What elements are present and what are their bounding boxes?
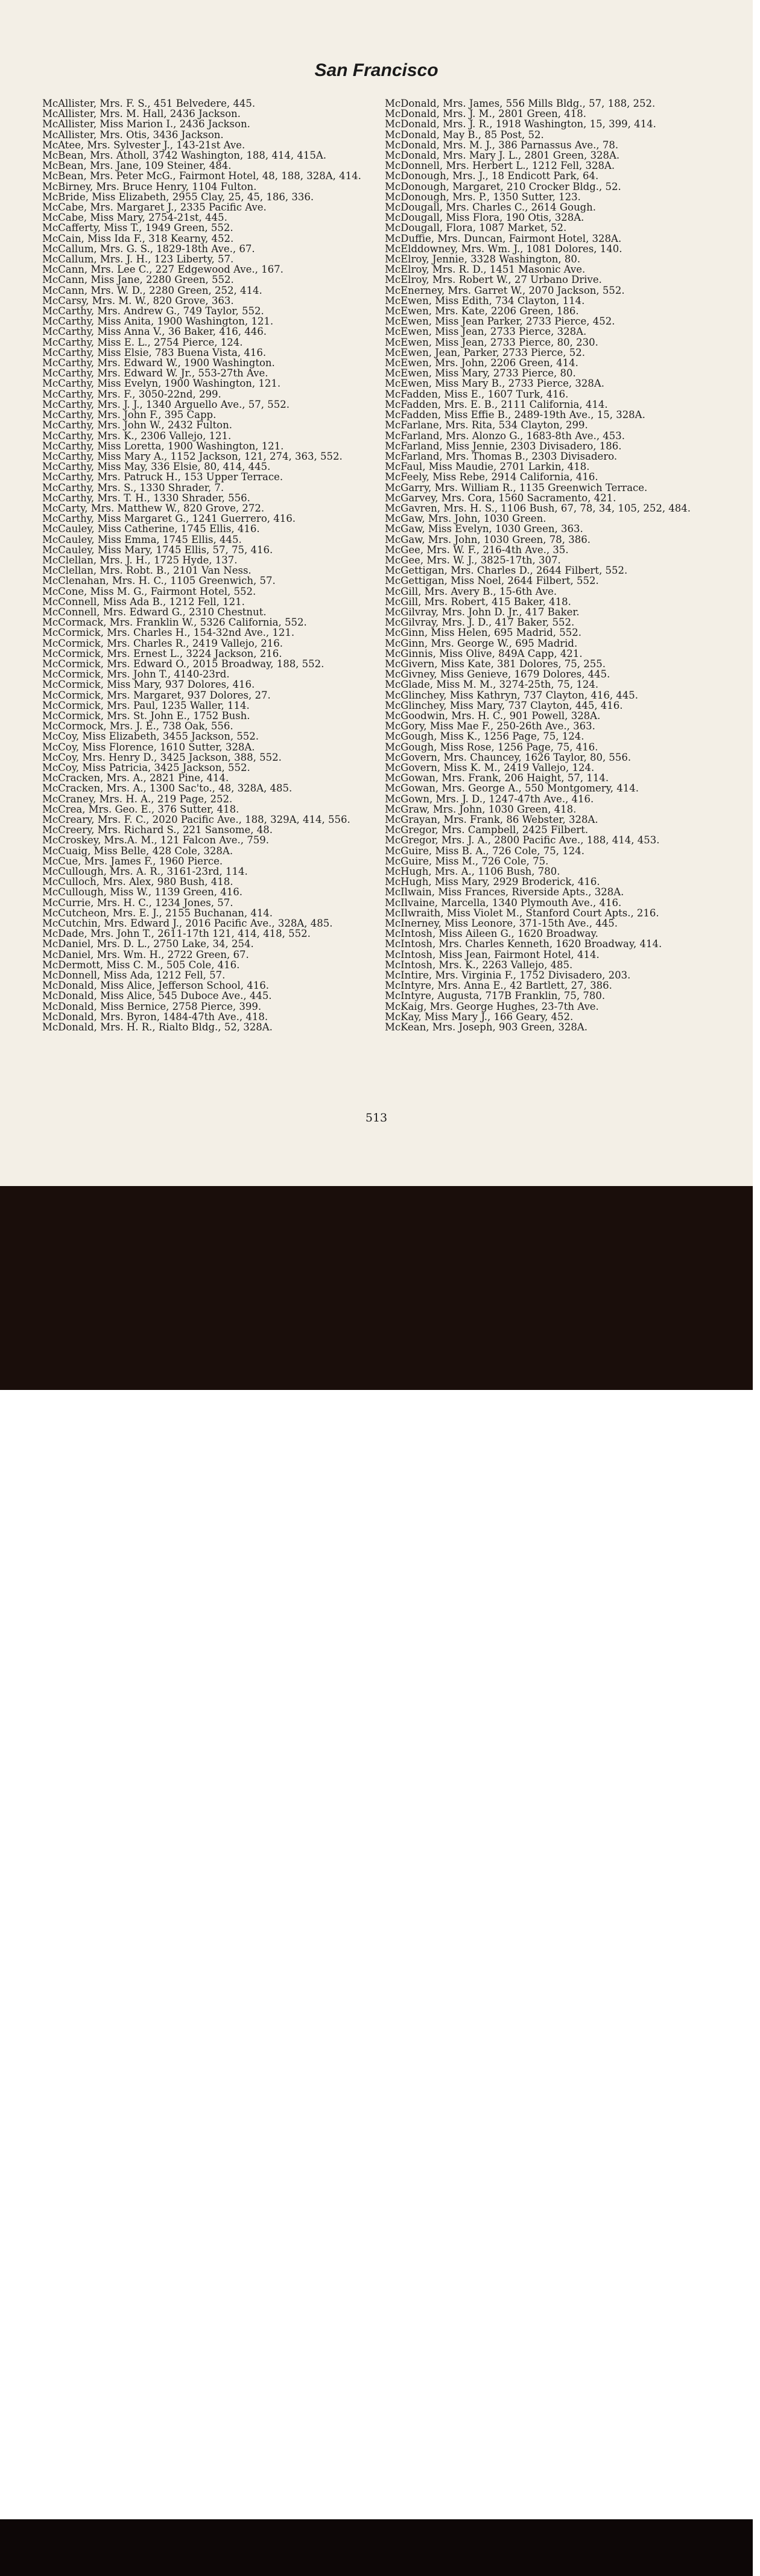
directory-entry: McDonald, Mrs. Mary J. L., 2801 Green, 328A. bbox=[385, 150, 620, 162]
directory-entry: McEwen, Miss Edith, 734 Clayton, 114. bbox=[385, 294, 585, 306]
directory-entry: McIntire, Mrs. Virginia F., 1752 Divisadero, 203. bbox=[385, 969, 631, 982]
directory-entry: McGlinchey, Miss Mary, 737 Clayton, 445, 416. bbox=[385, 699, 623, 711]
directory-entry: McKay, Miss Mary J., 166 Geary, 452. bbox=[385, 1010, 574, 1023]
directory-entry: McCormack, Mrs. Franklin W., 5326 California, 552. bbox=[42, 617, 307, 629]
directory-entry: McCutchin, Mrs. Edward J., 2016 Pacific Ave., 328A, 485. bbox=[42, 918, 333, 930]
directory-entry: McCormick, Mrs. Margaret, 937 Dolores, 27. bbox=[42, 689, 271, 701]
directory-entry: McCoy, Mrs. Henry D., 3425 Jackson, 388, 552. bbox=[42, 751, 282, 763]
directory-entry: McCurrie, Mrs. H. C., 1234 Jones, 57. bbox=[42, 896, 233, 909]
directory-entry: McGown, Mrs. J. D., 1247-47th Ave., 416. bbox=[385, 793, 594, 805]
directory-entry: McAtee, Mrs. Sylvester J., 143-21st Ave. bbox=[42, 139, 245, 151]
directory-entry: McEwen, Miss Mary, 2733 Pierce, 80. bbox=[385, 367, 576, 379]
directory-entry: McCarthy, Miss Loretta, 1900 Washington, 121. bbox=[42, 440, 284, 452]
directory-entry: McGough, Miss K., 1256 Page, 75, 124. bbox=[385, 731, 584, 743]
directory-entry: McDonough, Margaret, 210 Crocker Bldg., 52. bbox=[385, 180, 621, 192]
directory-entry: McGivern, Miss Kate, 381 Dolores, 75, 255. bbox=[385, 658, 606, 670]
directory-entry: McEnerney, Mrs. Garret W., 2070 Jackson, 552. bbox=[385, 284, 625, 296]
directory-entry: McAllister, Mrs. M. Hall, 2436 Jackson. bbox=[42, 108, 241, 120]
directory-entry: McCoy, Miss Elizabeth, 3455 Jackson, 552. bbox=[42, 731, 259, 743]
directory-entry: McGaw, Mrs. John, 1030 Green, 78, 386. bbox=[385, 533, 591, 545]
directory-entry: McCuaig, Miss Belle, 428 Cole, 328A. bbox=[42, 845, 233, 857]
directory-entry: McInerney, Miss Leonore, 371-15th Ave., 445. bbox=[385, 918, 618, 930]
directory-page bbox=[0, 0, 753, 1186]
directory-entry: McCafferty, Miss T., 1949 Green, 552. bbox=[42, 222, 233, 234]
directory-entry: McGarry, Mrs. William R., 1135 Greenwich Terrace. bbox=[385, 481, 648, 493]
directory-entry: McCann, Miss Jane, 2280 Green, 552. bbox=[42, 274, 234, 286]
directory-entry: McCoy, Miss Patricia, 3425 Jackson, 552. bbox=[42, 762, 250, 773]
directory-entry: McCann, Mrs. W. D., 2280 Green, 252, 414. bbox=[42, 284, 262, 296]
directory-entry: McCone, Miss M. G., Fairmont Hotel, 552. bbox=[42, 585, 256, 597]
directory-entry: McGovern, Miss K. M., 2419 Vallejo, 124. bbox=[385, 762, 595, 773]
directory-entry: McDougall, Flora, 1087 Market, 52. bbox=[385, 222, 567, 234]
directory-entry: McDonough, Mrs. J., 18 Endicott Park, 64. bbox=[385, 170, 599, 182]
directory-entry: McFarland, Miss Jennie, 2303 Divisadero, 186. bbox=[385, 440, 622, 452]
directory-entry: McGowan, Mrs. George A., 550 Montgomery, 414. bbox=[385, 782, 639, 795]
directory-entry: McCreery, Mrs. Richard S., 221 Sansome, 48. bbox=[42, 824, 273, 836]
directory-entry: McCann, Mrs. Lee C., 227 Edgewood Ave., 167. bbox=[42, 264, 283, 276]
directory-entry: McDaniel, Mrs. D. L., 2750 Lake, 34, 254. bbox=[42, 938, 254, 950]
directory-entry: McCormick, Mrs. John T., 4140-23rd. bbox=[42, 668, 230, 680]
directory-entry: McCain, Miss Ida F., 318 Kearny, 452. bbox=[42, 232, 234, 244]
directory-entry: McDonald, Mrs. H. R., Rialto Bldg., 52, 328A. bbox=[42, 1021, 273, 1033]
directory-entry: McHugh, Mrs. A., 1106 Bush, 780. bbox=[385, 866, 560, 878]
directory-entry: McCauley, Miss Mary, 1745 Ellis, 57, 75, 416. bbox=[42, 544, 273, 556]
directory-entry: McEwen, Miss Mary B., 2733 Pierce, 328A. bbox=[385, 378, 604, 390]
directory-entry: McGettigan, Mrs. Charles D., 2644 Filbert, 552. bbox=[385, 565, 628, 577]
directory-entry: McConnell, Miss Ada B., 1212 Fell, 121. bbox=[42, 595, 245, 608]
directory-entry: McBirney, Mrs. Bruce Henry, 1104 Fulton. bbox=[42, 180, 257, 192]
directory-entry: McGory, Miss Mae F., 250-26th Ave., 363. bbox=[385, 720, 595, 732]
directory-entry: McGill, Mrs. Robert, 415 Baker, 418. bbox=[385, 595, 571, 608]
directory-entry: McCarthy, Miss May, 336 Elsie, 80, 414, 445. bbox=[42, 461, 271, 473]
directory-entry: McGavren, Mrs. H. S., 1106 Bush, 67, 78, 34, 105, 252, 484. bbox=[385, 502, 691, 514]
directory-entry: McClellan, Mrs. J. H., 1725 Hyde, 137. bbox=[42, 554, 238, 566]
paper-edge bbox=[753, 0, 760, 1390]
directory-entry: McCallum, Mrs. G. S., 1829-18th Ave., 67. bbox=[42, 243, 255, 255]
directory-entry: McCormick, Mrs. Charles H., 154-32nd Ave., 121. bbox=[42, 627, 295, 639]
directory-entry: McGraw, Mrs. John, 1030 Green, 418. bbox=[385, 803, 577, 815]
directory-entry: McBean, Mrs. Atholl, 3742 Washington, 188, 414, 415A. bbox=[42, 150, 327, 162]
directory-entry: McBride, Miss Elizabeth, 2955 Clay, 25, 45, 186, 336. bbox=[42, 191, 314, 203]
directory-entry: McCarthy, Miss Anita, 1900 Washington, 121. bbox=[42, 316, 274, 328]
directory-entry: McIntyre, Augusta, 717B Franklin, 75, 780. bbox=[385, 990, 606, 1002]
directory-entry: McGoodwin, Mrs. H. C., 901 Powell, 328A. bbox=[385, 709, 601, 722]
directory-entry: McElroy, Jennie, 3328 Washington, 80. bbox=[385, 253, 581, 265]
directory-entry: McGregor, Mrs. J. A., 2800 Pacific Ave., 188, 414, 453. bbox=[385, 834, 660, 846]
directory-entry: McKean, Mrs. Joseph, 903 Green, 328A. bbox=[385, 1021, 588, 1033]
directory-entry: McCue, Mrs. James F., 1960 Pierce. bbox=[42, 855, 223, 867]
directory-entry: McCarty, Mrs. Matthew W., 820 Grove, 272. bbox=[42, 502, 265, 514]
directory-entry: McDonald, Mrs. M. J., 386 Parnassus Ave., 78. bbox=[385, 139, 619, 151]
directory-entry: McDonald, Mrs. Byron, 1484-47th Ave., 418. bbox=[42, 1010, 268, 1023]
directory-entry: McCormick, Mrs. Paul, 1235 Waller, 114. bbox=[42, 699, 250, 711]
directory-entry: McGregor, Mrs. Campbell, 2425 Filbert. bbox=[385, 824, 589, 836]
directory-entry: McDonald, Mrs. J. M., 2801 Green, 418. bbox=[385, 108, 586, 120]
directory-entry: McConnell, Mrs. Edward G., 2310 Chestnut. bbox=[42, 606, 267, 618]
directory-entry: McGinn, Miss Helen, 695 Madrid, 552. bbox=[385, 627, 581, 639]
directory-entry: McGee, Mrs. W. J., 3825-17th, 307. bbox=[385, 554, 561, 566]
directory-entry: McCarsy, Mrs. M. W., 820 Grove, 363. bbox=[42, 294, 234, 306]
directory-entry: McIntosh, Miss Aileen G., 1620 Broadway. bbox=[385, 928, 598, 940]
directory-entry: McGuire, Miss M., 726 Cole, 75. bbox=[385, 855, 549, 867]
directory-entry: McGee, Mrs. W. F., 216-4th Ave., 35. bbox=[385, 544, 569, 556]
directory-entry: McCraney, Mrs. H. A., 219 Page, 252. bbox=[42, 793, 233, 805]
directory-entry: McCoy, Miss Florence, 1610 Sutter, 328A. bbox=[42, 741, 255, 753]
directory-entry: McHugh, Miss Mary, 2929 Broderick, 416. bbox=[385, 876, 600, 888]
directory-entry: McGrayan, Mrs. Frank, 86 Webster, 328A. bbox=[385, 814, 598, 826]
directory-entry: McElroy, Mrs. R. D., 1451 Masonic Ave. bbox=[385, 264, 586, 276]
directory-entry: McCarthy, Miss Margaret G., 1241 Guerrero, 416. bbox=[42, 513, 296, 525]
directory-entry: McCarthy, Mrs. John W., 2432 Fulton. bbox=[42, 419, 232, 431]
directory-entry: McFarland, Mrs. Alonzo G., 1683-8th Ave., 453. bbox=[385, 430, 625, 442]
directory-entry: McCormick, Miss Mary, 937 Dolores, 416. bbox=[42, 679, 255, 691]
directory-entry: McGovern, Mrs. Chauncey, 1626 Taylor, 80, 556. bbox=[385, 751, 632, 763]
directory-entry: McCracken, Mrs. A., 2821 Pine, 414. bbox=[42, 772, 229, 784]
directory-entry: McFadden, Miss E., 1607 Turk, 416. bbox=[385, 388, 569, 400]
directory-entry: McGlade, Miss M. M., 3274-25th, 75, 124. bbox=[385, 679, 599, 691]
directory-entry: McFadden, Miss Effie B., 2489-19th Ave., 15, 328A. bbox=[385, 409, 645, 421]
directory-entry: McDaniel, Mrs. Wm. H., 2722 Green, 67. bbox=[42, 948, 249, 960]
directory-entry: McDonald, Miss Alice, Jefferson School, 416. bbox=[42, 980, 269, 992]
directory-entry: McGlinchey, Miss Kathryn, 737 Clayton, 416, 445. bbox=[385, 689, 639, 701]
directory-entry: McDuffie, Mrs. Duncan, Fairmont Hotel, 328A. bbox=[385, 232, 622, 244]
directory-entry: McCreary, Mrs. F. C., 2020 Pacific Ave., 188, 329A, 414, 556. bbox=[42, 814, 350, 826]
directory-entry: McFadden, Mrs. E. B., 2111 California, 414. bbox=[385, 398, 608, 410]
directory-entry: McCullough, Miss W., 1139 Green, 416. bbox=[42, 886, 243, 898]
directory-entry: McCullough, Mrs. A. R., 3161-23rd, 114. bbox=[42, 866, 248, 878]
directory-entry: McEwen, Mrs. John, 2206 Green, 414. bbox=[385, 357, 578, 369]
directory-entry: McGowan, Mrs. Frank, 206 Haight, 57, 114. bbox=[385, 772, 609, 784]
directory-entry: McEwen, Miss Jean, 2733 Pierce, 80, 230. bbox=[385, 336, 598, 348]
directory-entry: McFeely, Miss Rebe, 2914 California, 416. bbox=[385, 471, 598, 483]
directory-entry: McDonald, Mrs. James, 556 Mills Bldg., 57, 188, 252. bbox=[385, 98, 656, 109]
directory-entry: McFarland, Mrs. Thomas B., 2303 Divisadero. bbox=[385, 450, 618, 462]
directory-entry: McCarthy, Miss Mary A., 1152 Jackson, 121, 274, 363, 552. bbox=[42, 450, 343, 462]
directory-entry: McGivney, Miss Genieve, 1679 Dolores, 445. bbox=[385, 668, 610, 680]
directory-entry: McGarvey, Mrs. Cora, 1560 Sacramento, 421. bbox=[385, 492, 616, 504]
directory-entry: McEwen, Miss Jean, 2733 Pierce, 328A. bbox=[385, 326, 587, 338]
directory-entry: McIlvaine, Marcella, 1340 Plymouth Ave., 416. bbox=[385, 896, 622, 909]
directory-entry: McCormick, Mrs. Ernest L., 3224 Jackson, 216. bbox=[42, 647, 282, 659]
directory-entry: McGaw, Mrs. John, 1030 Green. bbox=[385, 513, 546, 525]
directory-entry: McCrea, Mrs. Geo. E., 376 Sutter, 418. bbox=[42, 803, 239, 815]
directory-entry: McCroskey, Mrs.A. M., 121 Falcon Ave., 759. bbox=[42, 834, 269, 846]
directory-entry: McDonough, Mrs. P., 1350 Sutter, 123. bbox=[385, 191, 581, 203]
directory-entry: McCallum, Mrs. J. H., 123 Liberty, 57. bbox=[42, 253, 234, 265]
directory-entry: McCarthy, Miss Evelyn, 1900 Washington, 121. bbox=[42, 378, 281, 390]
directory-entry: McCarthy, Miss Anna V., 36 Baker, 416, 446. bbox=[42, 326, 267, 338]
directory-entry: McGinnis, Miss Olive, 849A Capp, 421. bbox=[385, 647, 583, 659]
directory-entry: McGuire, Miss B. A., 726 Cole, 75, 124. bbox=[385, 845, 585, 857]
directory-entry: McGaw, Miss Evelyn, 1030 Green, 363. bbox=[385, 523, 583, 535]
directory-entry: McCabe, Mrs. Margaret J., 2335 Pacific Ave. bbox=[42, 201, 267, 214]
directory-entry: McClenahan, Mrs. H. C., 1105 Greenwich, 57. bbox=[42, 575, 276, 587]
directory-entry: McClellan, Mrs. Robt. B., 2101 Van Ness. bbox=[42, 565, 252, 577]
directory-entry: McIntosh, Mrs. Charles Kenneth, 1620 Broadway, 414. bbox=[385, 938, 662, 950]
directory-entry: McCarthy, Mrs. J. J., 1340 Arguello Ave., 57, 552. bbox=[42, 398, 290, 410]
directory-entry: McBean, Mrs. Jane, 109 Steiner, 484. bbox=[42, 160, 232, 172]
directory-entry: McCarthy, Mrs. S., 1330 Shrader, 7. bbox=[42, 481, 224, 493]
directory-entry: McDonald, Miss Bernice, 2758 Pierce, 399. bbox=[42, 1000, 262, 1012]
directory-entry: McCarthy, Mrs. Edward W., 1900 Washington. bbox=[42, 357, 275, 369]
page-title: San Francisco bbox=[314, 60, 439, 80]
page-number: 513 bbox=[365, 1111, 388, 1125]
directory-entry: McIlwraith, Miss Violet M., Stanford Court Apts., 216. bbox=[385, 907, 659, 919]
directory-entry: McCarthy, Mrs. Edward W. Jr., 553-27th Ave. bbox=[42, 367, 268, 379]
directory-entry: McDougall, Mrs. Charles C., 2614 Gough. bbox=[385, 201, 597, 214]
directory-entry: McCracken, Mrs. A., 1300 Sac'to., 48, 328A, 485. bbox=[42, 782, 293, 795]
directory-entry: McGough, Miss Rose, 1256 Page, 75, 416. bbox=[385, 741, 598, 753]
directory-entry: McCabe, Miss Mary, 2754-21st, 445. bbox=[42, 212, 227, 224]
directory-entry: McAllister, Mrs. Otis, 3436 Jackson. bbox=[42, 128, 224, 141]
directory-entry: McCormick, Mrs. Charles R., 2419 Vallejo, 216. bbox=[42, 637, 283, 649]
directory-entry: McCormick, Mrs. Edward O., 2015 Broadway, 188, 552. bbox=[42, 658, 325, 670]
directory-entry: McAllister, Mrs. F. S., 451 Belvedere, 445. bbox=[42, 98, 256, 109]
dark-backing bbox=[0, 1186, 753, 1390]
directory-entry: McCarthy, Mrs. Andrew G., 749 Taylor, 552. bbox=[42, 305, 264, 317]
directory-entry: McCulloch, Mrs. Alex, 980 Bush, 418. bbox=[42, 876, 233, 888]
directory-entry: McCarthy, Mrs. John F., 395 Capp. bbox=[42, 409, 217, 421]
directory-entry: McCutcheon, Mrs. E. J., 2155 Buchanan, 414. bbox=[42, 907, 273, 919]
directory-entry: McEwen, Jean, Parker, 2733 Pierce, 52. bbox=[385, 346, 585, 358]
directory-entry: McGill, Mrs. Avery B., 15-6th Ave. bbox=[385, 585, 557, 597]
left-column bbox=[42, 98, 368, 1032]
directory-entry: McFaul, Miss Maudie, 2701 Larkin, 418. bbox=[385, 461, 590, 473]
directory-entry: McCarthy, Mrs. Patruck H., 153 Upper Terrace. bbox=[42, 471, 283, 483]
directory-entry: McDonald, May B., 85 Post, 52. bbox=[385, 128, 544, 141]
directory-entry: McIlwain, Miss Frances, Riverside Apts., 328A. bbox=[385, 886, 624, 898]
directory-entry: McDonnell, Mrs. Herbert L., 1212 Fell, 328A. bbox=[385, 160, 615, 172]
directory-entry: McCarthy, Mrs. T. H., 1330 Shrader, 556. bbox=[42, 492, 250, 504]
right-column bbox=[385, 98, 714, 1032]
directory-entry: McIntyre, Mrs. Anna E., 42 Bartlett, 27, 386. bbox=[385, 980, 612, 992]
directory-entry: McGilvray, Mrs. J. D., 417 Baker, 552. bbox=[385, 617, 575, 629]
directory-entry: McDermott, Miss C. M., 505 Cole, 416. bbox=[42, 959, 240, 971]
directory-entry: McCormick, Mrs. St. John E., 1752 Bush. bbox=[42, 709, 250, 722]
directory-entry: McKaig, Mrs. George Hughes, 23-7th Ave. bbox=[385, 1000, 599, 1012]
directory-entry: McElroy, Mrs. Robert W., 27 Urbano Drive. bbox=[385, 274, 602, 286]
directory-entry: McIntosh, Mrs. K., 2263 Vallejo, 485. bbox=[385, 959, 573, 971]
directory-entry: McGilvray, Mrs. John D. Jr., 417 Baker. bbox=[385, 606, 580, 618]
directory-entry: McDonald, Miss Alice, 545 Duboce Ave., 445. bbox=[42, 990, 272, 1002]
directory-entry: McCarthy, Miss E. L., 2754 Pierce, 124. bbox=[42, 336, 243, 348]
directory-entry: McGettigan, Miss Noel, 2644 Filbert, 552. bbox=[385, 575, 599, 587]
directory-entry: McAllister, Miss Marion I., 2436 Jackson. bbox=[42, 118, 250, 130]
directory-entry: McIntosh, Miss Jean, Fairmont Hotel, 414. bbox=[385, 948, 600, 960]
directory-entry: McCarthy, Mrs. F., 3050-22nd, 299. bbox=[42, 388, 221, 400]
directory-entry: McFarlane, Mrs. Rita, 534 Clayton, 299. bbox=[385, 419, 588, 431]
directory-entry: McElddowney, Mrs. Wm. J., 1081 Dolores, 140. bbox=[385, 243, 622, 255]
directory-entry: McCauley, Miss Emma, 1745 Ellis, 445. bbox=[42, 533, 242, 545]
directory-entry: McDonnell, Miss Ada, 1212 Fell, 57. bbox=[42, 969, 226, 982]
directory-entry: McDade, Mrs. John T., 2611-17th 121, 414, 418, 552. bbox=[42, 928, 311, 940]
directory-entry: McDonald, Mrs. J. R., 1918 Washington, 15, 399, 414. bbox=[385, 118, 656, 130]
directory-entry: McEwen, Mrs. Kate, 2206 Green, 186. bbox=[385, 305, 579, 317]
directory-entry: McGinn, Mrs. George W., 695 Madrid. bbox=[385, 637, 578, 649]
directory-entry: McCarthy, Miss Elsie, 783 Buena Vista, 416. bbox=[42, 346, 267, 358]
directory-entry: McCarthy, Mrs. K., 2306 Vallejo, 121. bbox=[42, 430, 232, 442]
directory-entry: McBean, Mrs. Peter McG., Fairmont Hotel, 48, 188, 328A, 414. bbox=[42, 170, 361, 182]
dark-backing-band bbox=[0, 2519, 753, 2576]
directory-entry: McCormock, Mrs. J. E., 738 Oak, 556. bbox=[42, 720, 233, 732]
directory-entry: McDougall, Miss Flora, 190 Otis, 328A. bbox=[385, 212, 584, 224]
directory-entry: McEwen, Miss Jean Parker, 2733 Pierce, 452. bbox=[385, 316, 615, 328]
directory-entry: McCauley, Miss Catherine, 1745 Ellis, 416. bbox=[42, 523, 260, 535]
